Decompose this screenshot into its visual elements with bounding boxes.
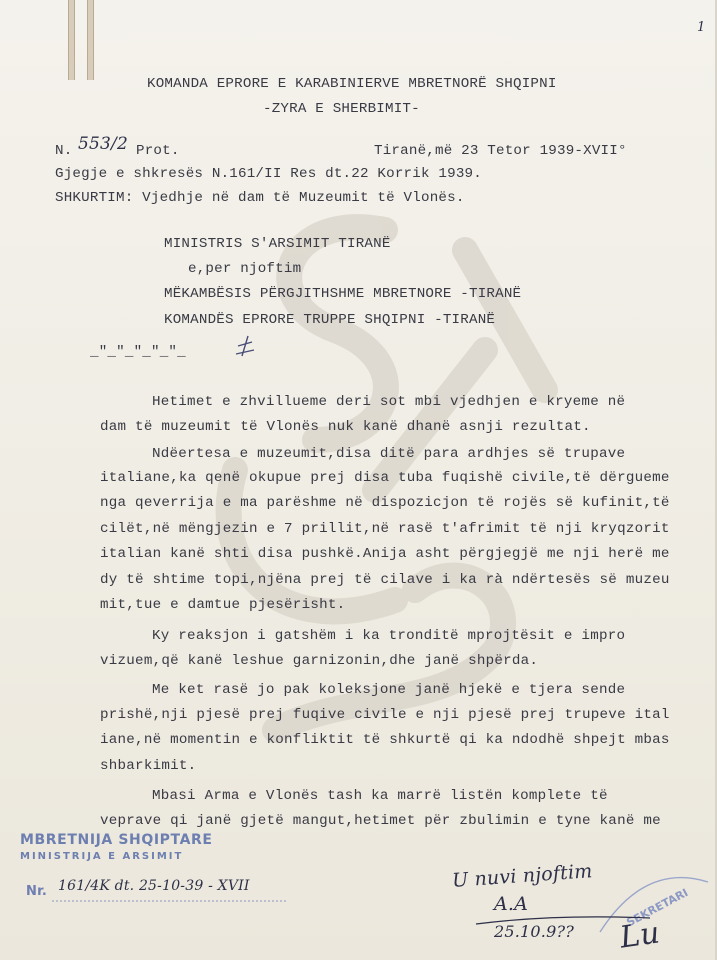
svg-text:SEKRETARI: SEKRETARI bbox=[624, 886, 691, 930]
protocol-number: 553/2 bbox=[78, 134, 128, 154]
handwritten-initials: A.A bbox=[494, 893, 529, 915]
stamp-line-2: MINISTRIJA E ARSIMIT bbox=[20, 851, 184, 862]
ministry-stamp bbox=[20, 832, 213, 862]
stamp-reg-number: 161/4K dt. 25-10-39 - XVII bbox=[58, 878, 250, 894]
stamp-line-1: MBRETNIJA SHQIPTARE bbox=[20, 832, 213, 848]
body-line-9: mit,tue e damtue pjesërisht. bbox=[100, 597, 346, 613]
body-line-10: Ky reaksjon i gatshëm i ka tronditë mprojtësit e impro bbox=[152, 628, 626, 644]
subject-line: SHKURTIM: Vjedhje në dam të Muzeumit të Vlonës. bbox=[55, 190, 465, 206]
body-line-13: prishë,nji pjesë prej fuqive civile e nji pjesë prej trupeve ital bbox=[100, 707, 670, 723]
body-line-16: Mbasi Arma e Vlonës tash ka marrë listën komplete të bbox=[152, 788, 608, 804]
body-line-15: shbarkimit. bbox=[100, 758, 197, 774]
body-line-1: Hetimet e zhvillueme deri sot mbi vjedhjen e kryeme në bbox=[152, 394, 626, 410]
recipient-ministry: MINISTRIS S'ARSIMIT TIRANË bbox=[164, 236, 391, 252]
stamp-reg-underline bbox=[52, 898, 292, 904]
prot-label: Prot. bbox=[136, 143, 180, 159]
body-line-3: Ndëertesa e muzeumit,disa ditë para ardhjes së trupave bbox=[152, 446, 626, 462]
binding-strip-right bbox=[87, 0, 94, 80]
per-njoftim: e,per njoftim bbox=[188, 261, 302, 277]
body-line-11: vizuem,që kanë leshue garnizonin,dhe janë shpërda. bbox=[100, 653, 539, 669]
handwritten-date: 25.10.9?? bbox=[494, 922, 575, 941]
body-line-5: nga qeverrija e ma parëshme në dispozicjon të rojës së kufinit,të bbox=[100, 495, 670, 511]
body-line-14: iane,në momentin e konfliktit të shkurtë qi ka ndodhë shpejt mbas bbox=[100, 732, 670, 748]
number-prefix: N. bbox=[55, 143, 73, 159]
body-line-4: italiane,ka qenë okupue prej disa tuba fuqishë civile,të dërgueme bbox=[100, 470, 670, 486]
handwritten-signature: Lu bbox=[617, 915, 662, 956]
pen-mark bbox=[230, 332, 260, 362]
body-line-17: veprave qi janë gjetë mangut,hetimet për zbulimin e tyne kanë me bbox=[100, 813, 661, 829]
page-number: 1 bbox=[697, 20, 706, 35]
binding-strip-left bbox=[68, 0, 75, 80]
recipient-mekambesi: MËKAMBËSIS PËRGJITHSHME MBRETNORE -TIRANË bbox=[164, 286, 522, 302]
place-date: Tiranë,më 23 Tetor 1939-XVII° bbox=[374, 143, 627, 159]
stamp-reg-label: Nr. bbox=[26, 884, 47, 899]
recipient-komanda: KOMANDËS EPRORE TRUPPE SHQIPNI -TIRANË bbox=[164, 312, 496, 328]
body-line-6: cilët,në mëngjezin e 7 prillit,në rasë t'afrimit të nji kryqzorit bbox=[100, 521, 670, 537]
body-line-7: italian kanë shti disa pushkë.Anija asht përgjegjë me nji herë me bbox=[100, 546, 670, 562]
reference-line: Gjegje e shkresës N.161/II Res dt.22 Korrik 1939. bbox=[55, 166, 482, 182]
body-line-12: Me ket rasë jo pak koleksjone janë hjekë e tjera sende bbox=[152, 682, 626, 698]
handwritten-note: U nuvi njoftim bbox=[451, 860, 594, 892]
separator-line: _"_"_"_"_"_ bbox=[90, 344, 186, 360]
header-line-1: KOMANDA EPRORE E KARABINIERVE MBRETNORË SHQIPNI bbox=[147, 76, 557, 92]
body-line-2: dam të muzeumit të Vlonës nuk kanë dhanë asnji rezultat. bbox=[100, 419, 591, 435]
header-line-2: -ZYRA E SHERBIMIT- bbox=[263, 101, 420, 117]
body-line-8: dy të shtime topi,njëna prej të cilave i ka rà ndërtesës së muzeu bbox=[100, 572, 670, 588]
